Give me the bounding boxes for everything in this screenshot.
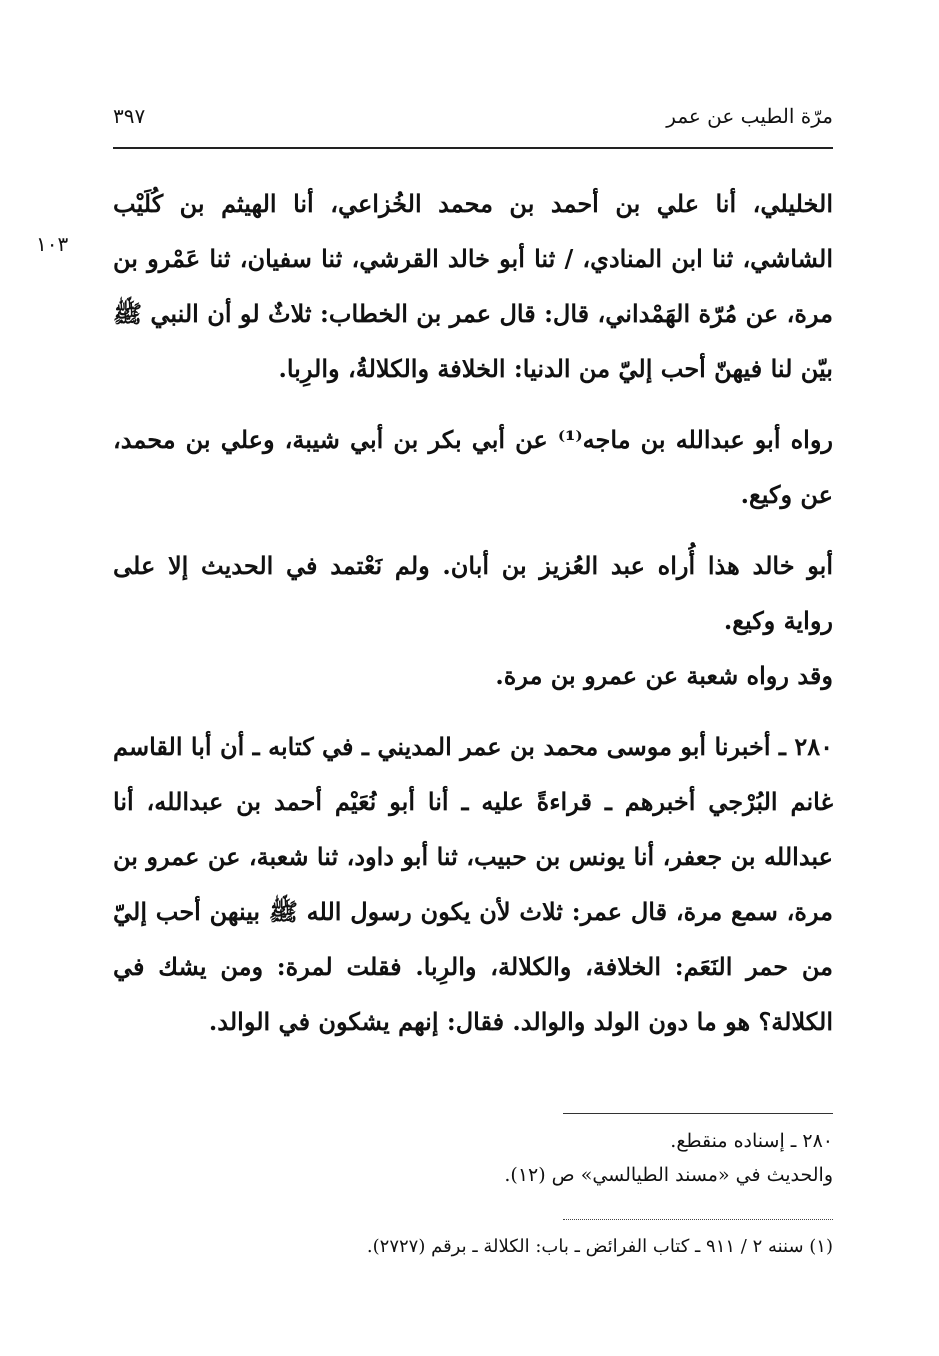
paragraph-hadith-280: ٢٨٠ ـ أخبرنا أبو موسى محمد بن عمر المديني ـ في كتابه ـ أن أبا القاسم غانم البُرْجي أخبرهم ـ قراءةً عليه ـ أنا أبو نُعَيْم أحمد بن عبدالله، أنا عبدالله بن جعفر، أنا يونس بن حبيب، ثنا أبو داود، ثنا شعبة، عن عمرو بن مرة، سمع مرة، قال عمر: ثلاث لأن يكون رسول الله ﷺ بينهن أحب إليّ من حمر النَعَم: الخلافة، والكلالة، والرِبا. فقلت لمرة: ومن يشك في الكلالة؟ هو ما دون الولد والوالد. فقال: إنهم يشكون في الوالد. bbox=[113, 732, 833, 1036]
reference-rule bbox=[563, 1219, 833, 1220]
margin-folio-number: ١٠٣ bbox=[36, 232, 69, 256]
paragraph-abu-khalid: أبو خالد هذا أُراه عبد العُزيز بن أبان. ولم نَعْتمد في الحديث إلا على رواية وكيع. bbox=[113, 551, 833, 635]
footnotes bbox=[400, 1124, 833, 1192]
paragraph-shuba: وقد رواه شعبة عن عمرو بن مرة. bbox=[495, 661, 833, 690]
running-title: مرّة الطيب عن عمر bbox=[666, 104, 833, 128]
footnote-line: ٢٨٠ ـ إسناده منقطع. bbox=[670, 1130, 833, 1152]
reference-note: (١) سننه ٢ / ٩١١ ـ كتاب الفرائض ـ باب: الكلالة ـ برقم (٢٧٢٧). bbox=[366, 1236, 833, 1257]
paragraph-ibn-majah: رواه أبو عبدالله بن ماجه⁽¹⁾ عن أبي بكر بن أبي شيبة، وعلي بن محمد، عن وكيع. bbox=[113, 425, 833, 509]
running-head bbox=[113, 98, 833, 134]
header-rule bbox=[113, 147, 833, 149]
page-number: ٣٩٧ bbox=[113, 104, 146, 128]
footnote-rule bbox=[563, 1113, 833, 1114]
footnote-line: والحديث في «مسند الطيالسي» ص (١٢). bbox=[504, 1164, 833, 1186]
paragraph-isnad: الخليلي، أنا علي بن أحمد بن محمد الخُزاعي، أنا الهيثم بن كُلَيْب الشاشي، ثنا ابن المنادي، / ثنا أبو خالد القرشي، ثنا سفيان، ثنا عَمْرو بن مرة، عن مُرّة الهَمْداني، قال: قال عمر بن الخطاب: ثلاثٌ لو أن النبي ﷺ بيّن لنا فيهنّ أحب إليّ من الدنيا: الخلافة والكلالةُ، والرِبا. bbox=[113, 189, 833, 383]
main-text bbox=[113, 176, 833, 1049]
